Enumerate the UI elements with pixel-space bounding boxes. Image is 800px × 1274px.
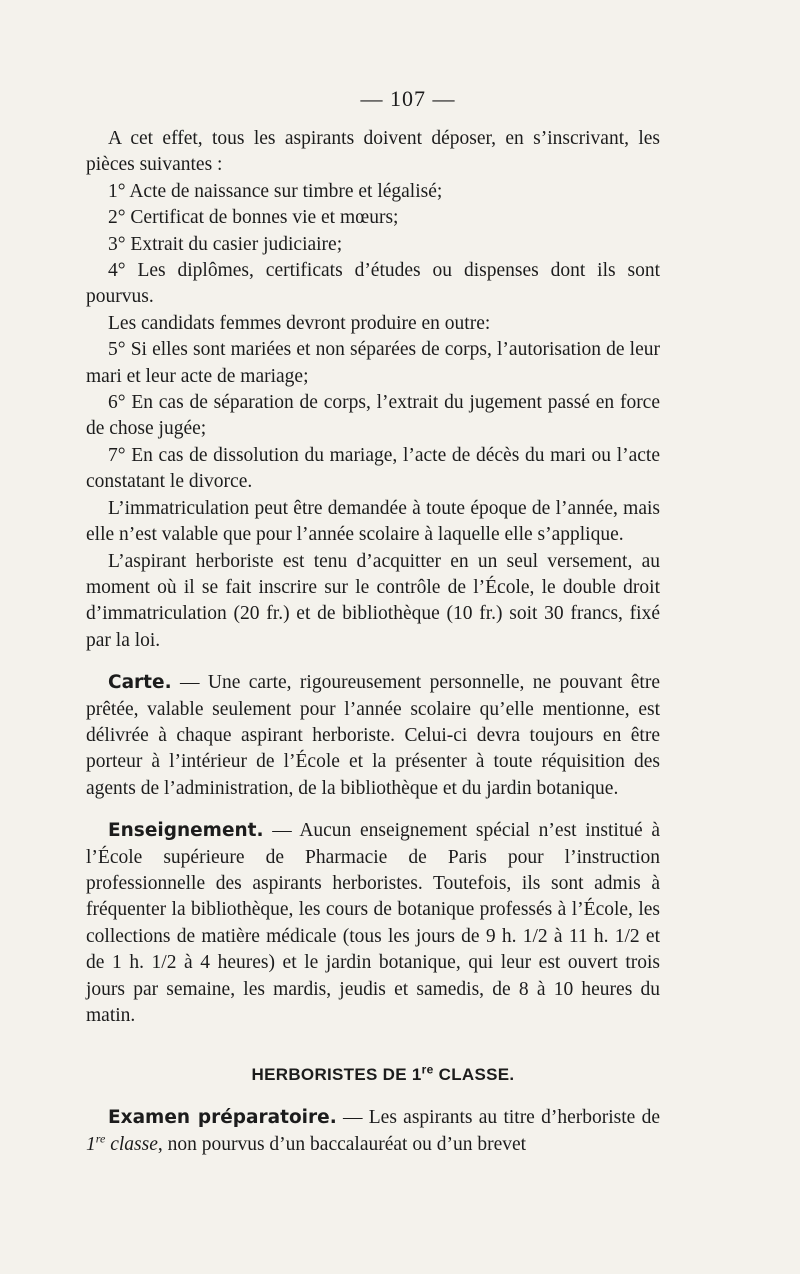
section-title: HERBORISTES DE 1re CLASSE. [251,1062,515,1085]
list-item-piece-4: 4° Les diplômes, certificats d’études ou dispenses dont ils sont pourvus. [86,260,660,308]
carte-heading: Carte. [108,672,172,694]
enseignement-text: — Aucun enseignement spécial n’est institué à l’École supérieure de Pharmacie de Paris pour l’instruction professionnelle des aspirants herboristes. Toutefois, ils sont admis à fréquenter la bibliothèque, les cours de botanique professés à l’École, les collections de matière médicale (tous les jours de 9 h. 1/2 à 11 h. 1/2 et de 1 h. 1/2 à 4 heures) et le jardin botanique, qui leur est ouvert trois jours par semaine, les mardis, jeudis et samedis, de 8 à 10 heures du matin. [86,820,660,1026]
carte-text: — Une carte, rigoureusement personnelle, ne pouvant être prêtée, valable seulement pour l’année scolaire qu’elle mentionne, est délivrée à chaque aspirant herboriste. Celui-ci devra toujours en être porteur à l’intérieur de l’École et la présenter à toute réquisition des agents de l’administration, de la bibliothèque et du jardin botanique. [86,672,660,799]
list-item-piece-7: 7° En cas de dissolution du mariage, l’acte de décès du mari ou l’acte constatant le divorce. [86,444,660,493]
examen-classe: 1re classe [86,1131,158,1155]
enseignement-paragraph [86,818,660,1029]
examen-paragraph [86,1105,660,1158]
list-item-piece-2: 2° Certificat de bonnes vie et mœurs; [108,207,399,229]
examen-heading: Examen préparatoire. [108,1107,337,1129]
versement-paragraph: L’aspirant herboriste est tenu d’acquitter en un seul versement, au moment où il se fait inscrire sur le contrôle de l’École, le double droit d’immatriculation (20 fr.) et de bibliothèque (10 fr.) soit 30 francs, fixé par la loi. [86,550,660,651]
examen-text-before: — Les aspirants au titre d’herboriste de [336,1107,660,1129]
list-item-piece-3: 3° Extrait du casier judiciaire; [108,233,343,255]
page-number: — 107 — [360,86,456,111]
immatriculation-paragraph: L’immatriculation peut être demandée à toute époque de l’année, mais elle n’est valable que pour l’année scolaire à laquelle elle s’applique. [86,497,660,546]
intro-paragraph: A cet effet, tous les aspirants doivent déposer, en s’inscrivant, les pièces suivantes : [86,128,660,176]
list-item-piece-1: 1° Acte de naissance sur timbre et légalisé; [108,180,443,202]
list-item-piece-6: 6° En cas de séparation de corps, l’extrait du jugement passé en force de chose jugée; [86,392,660,440]
examen-text-after: , non pourvus d’un baccalauréat ou d’un brevet [157,1133,527,1155]
enseignement-heading: Enseignement. [108,820,264,842]
list-item-piece-5: 5° Si elles sont mariées et non séparées de corps, l’autorisation de leur mari et leur acte de mariage; [86,339,660,387]
carte-paragraph [86,670,660,802]
femmes-intro-paragraph: Les candidats femmes devront produire en outre: [108,312,491,334]
